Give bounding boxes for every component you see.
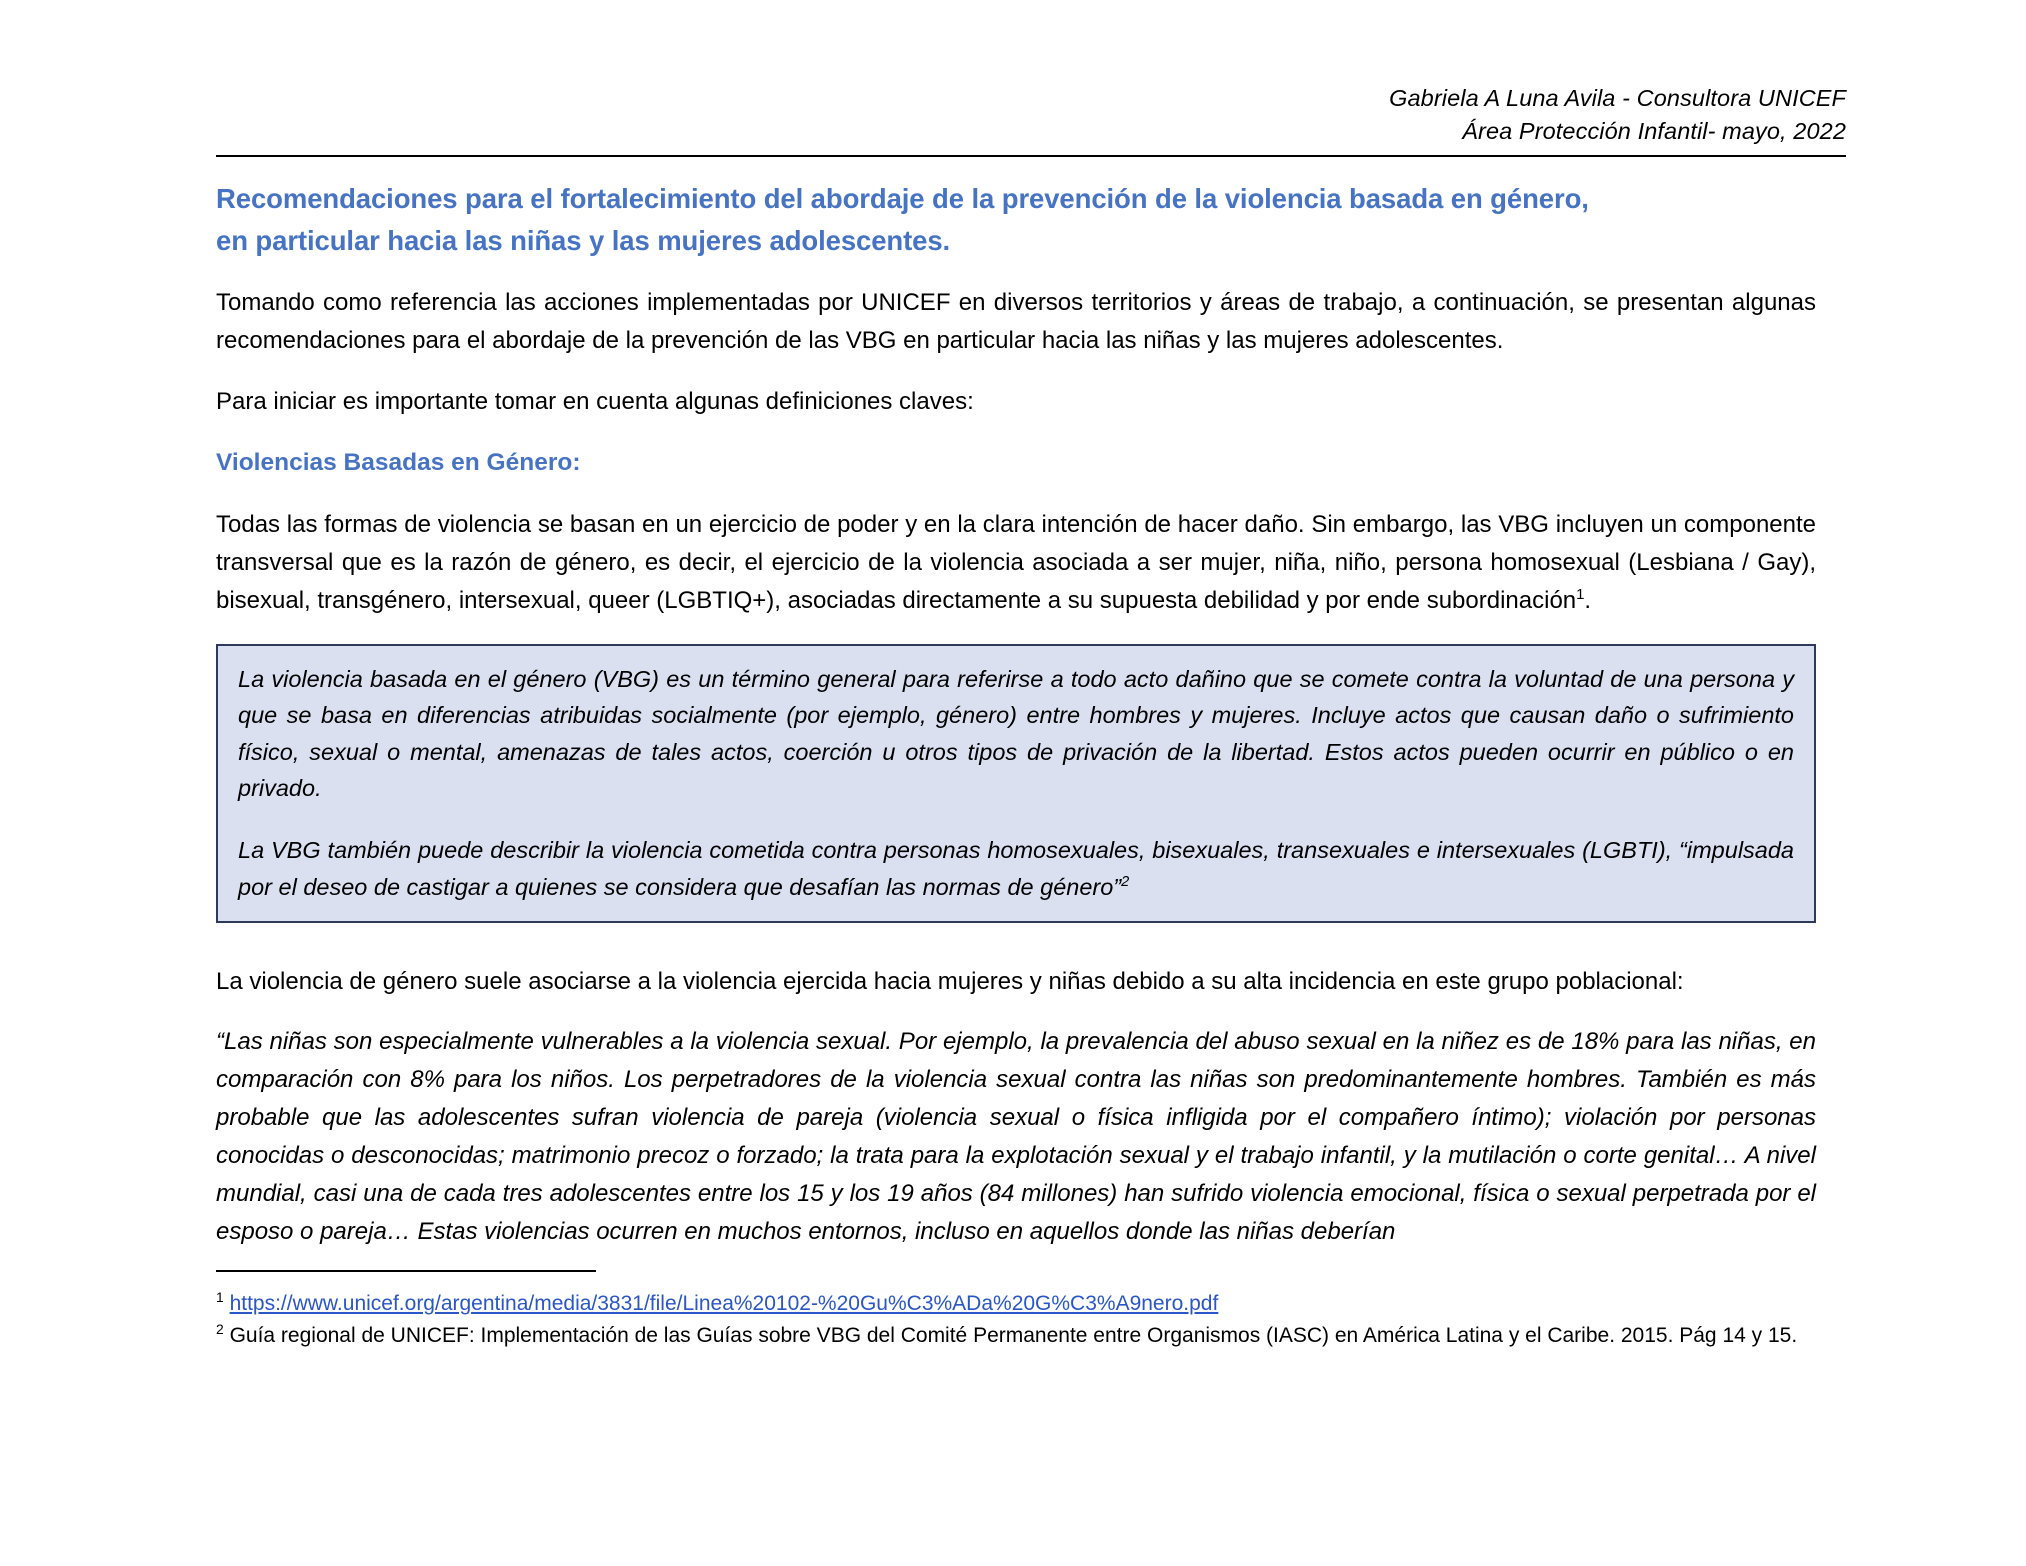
header-divider <box>216 155 1846 157</box>
footnote-divider <box>216 1270 596 1272</box>
footnote-2 <box>216 1321 1816 1351</box>
footnote-1-marker: 1 <box>216 1289 224 1305</box>
header-department-line: Área Protección Infantil- mayo, 2022 <box>1462 118 1846 145</box>
page-title <box>216 178 1816 262</box>
page-header <box>216 82 1846 149</box>
footnote-2-text: Guía regional de UNICEF: Implementación de las Guías sobre VBG del Comité Permanente entre Organismos (IASC) en América Latina y el Caribe. 2015. Pág 14 y 15. <box>229 1324 1798 1348</box>
section-paragraph-text: Todas las formas de violencia se basan en un ejercicio de poder y en la clara intención de hacer daño. Sin embargo, las VBG incluyen un componente transversal que es la razón de género, es decir, el ejercicio de la violencia asociada a ser mujer, niña, niño, persona homosexual (Lesbiana / Gay), bisexual, transgénero, intersexual, queer (LGBTIQ+), asociadas directamente a su supuesta debilidad y por ende subordinación <box>216 511 1816 614</box>
section-paragraph-period: . <box>1584 586 1592 614</box>
post-callout-paragraph: La violencia de género suele asociarse a la violencia ejercida hacia mujeres y niñas debido a su alta incidencia en este grupo poblacional: <box>216 968 1684 996</box>
section-heading-vbg: Violencias Basadas en Género: <box>216 449 581 477</box>
document-body <box>216 178 1816 1251</box>
footnote-area <box>216 1270 1816 1354</box>
header-author-line: Gabriela A Luna Avila - Consultora UNICEF <box>1389 85 1846 111</box>
callout-paragraph-1: La violencia basada en el género (VBG) es un término general para referirse a todo acto dañino que se comete contra la voluntad de una persona y que se basa en diferencias atribuidas socialmente (por ejemplo, género) entre hombres y mujeres. Incluye actos que causan daño o sufrimiento físico, sexual o mental, amenazas de tales actos, coerción u otros tipos de privación de la libertad. Estos actos pueden ocurrir en público o en privado. <box>238 665 1794 802</box>
footnote-marker-1[interactable]: 1 <box>1576 586 1585 603</box>
intro-paragraph-2: Para iniciar es importante tomar en cuenta algunas definiciones claves: <box>216 388 974 416</box>
quoted-statistics-paragraph: “Las niñas son especialmente vulnerables a la violencia sexual. Por ejemplo, la prevalencia del abuso sexual en la niñez es de 18% para las niñas, en comparación con 8% para los niños. Los perpetradores de la violencia sexual contra las niñas son predominantemente hombres. También es más probable que las adolescentes sufran violencia de pareja (violencia sexual o física infligida por el compañero íntimo); violación por personas conocidas o desconocidas; matrimonio precoz o forzado; la trata para la explotación sexual y el trabajo infantil, y la mutilación o corte genital… A nivel mundial, casi una de cada tres adolescentes entre los 15 y los 19 años (84 millones) han sufrido violencia emocional, física o sexual perpetrada por el esposo o pareja… Estas violencias ocurren en muchos entornos, incluso en aquellos donde las niñas deberían <box>216 1028 1816 1245</box>
definition-callout-box <box>216 644 1816 924</box>
footnote-1 <box>216 1289 1816 1319</box>
page-title-line-1: Recomendaciones para el fortalecimiento del abordaje de la prevención de la violencia basada en género, <box>216 183 1589 214</box>
footnote-2-marker: 2 <box>216 1321 224 1338</box>
intro-paragraph-1: Tomando como referencia las acciones implementadas por UNICEF en diversos territorios y áreas de trabajo, a continuación, se presentan algunas recomendaciones para el abordaje de la prevención de las VBG en particular hacia las niñas y las mujeres adolescentes. <box>216 288 1816 354</box>
callout-paragraph-2 <box>238 832 1794 905</box>
section-paragraph-vbg <box>216 506 1816 620</box>
callout-spacer <box>216 923 1816 963</box>
footnote-1-link[interactable]: https://www.unicef.org/argentina/media/3831/file/Linea%20102-%20Gu%C3%ADa%20G%C3%A9nero.pdf <box>229 1292 1219 1315</box>
callout-paragraph-2-text: La VBG también puede describir la violencia cometida contra personas homosexuales, bisexuales, transexuales e intersexuales (LGBTI), “impulsada por el deseo de castigar a quienes se considera que desafían las normas de género” <box>238 837 1794 900</box>
footnote-marker-2[interactable]: 2 <box>1121 874 1130 891</box>
page-title-line-2: en particular hacia las niñas y las mujeres adolescentes. <box>216 224 951 256</box>
